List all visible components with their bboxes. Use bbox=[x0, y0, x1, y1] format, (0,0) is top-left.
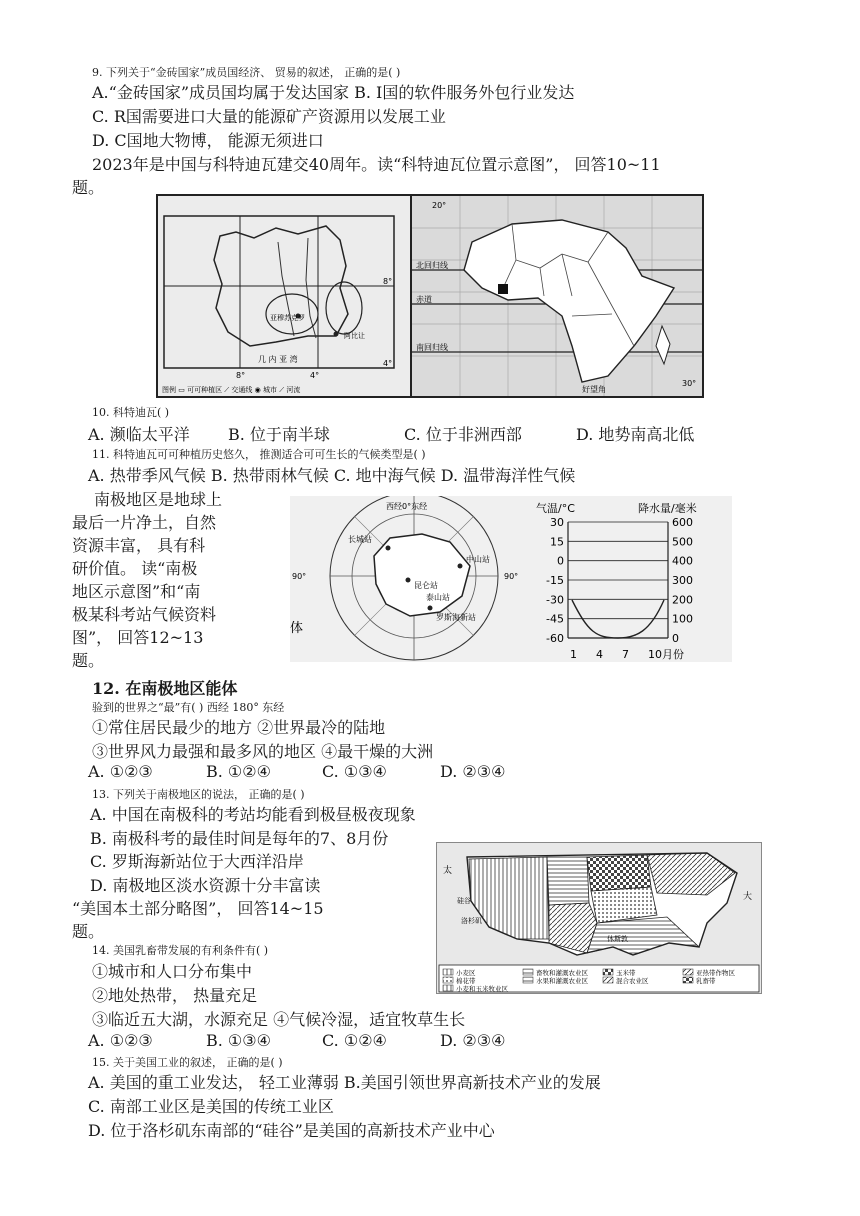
q10-stem: 10. 科特迪瓦( ) bbox=[92, 406, 170, 419]
q12-stem-cont: 验到的世界之“最”有( ) 西经 180° 东经 bbox=[92, 701, 285, 714]
q12-option-a: A. ①②③ bbox=[88, 762, 153, 781]
intro-12-13-line5: 地区示意图”和“南 bbox=[72, 582, 201, 601]
q12-option-d: D. ②③④ bbox=[440, 762, 506, 781]
precip-tick-label: 0 bbox=[672, 632, 679, 645]
temp-tick-label: -60 bbox=[546, 632, 564, 645]
usa-legend-label: 混合农业区 bbox=[616, 977, 649, 985]
q15-option-c: C. 南部工业区是美国的传统工业区 bbox=[88, 1097, 334, 1116]
africa-deg30-label: 30° bbox=[682, 379, 697, 388]
q9-option-c: C. R国需要进口大量的能源矿产资源用以发展工业 bbox=[92, 107, 446, 126]
temp-axis-label: 气温/°C bbox=[536, 502, 575, 515]
q13-option-d: D. 南极地区淡水资源十分丰富读 bbox=[90, 876, 321, 895]
los-angeles-label: 洛杉矶 bbox=[461, 917, 482, 925]
usa-legend-label: 畜牧和灌溉农业区 bbox=[536, 969, 588, 977]
lat-4-label: 4° bbox=[383, 359, 393, 368]
q10-option-c: C. 位于非洲西部 bbox=[404, 425, 522, 444]
q13-option-b: B. 南极科考的最佳时间是每年的7、8月份 bbox=[90, 829, 389, 848]
usa-legend-label: 水果和灌溉农业区 bbox=[536, 977, 588, 985]
q12-option-c: C. ①③④ bbox=[322, 762, 387, 781]
intro-10-11-line2: 题。 bbox=[72, 178, 105, 197]
cote-divoire-map bbox=[156, 194, 412, 398]
q13-option-c: C. 罗斯海新站位于大西洋沿岸 bbox=[90, 852, 304, 871]
houston-label: 休斯敦 bbox=[607, 935, 628, 943]
lon-8-label: 8° bbox=[236, 371, 246, 380]
usa-legend-swatch bbox=[443, 969, 453, 975]
pacific-char: 太 bbox=[443, 866, 453, 876]
antarctic-body-fragment: 体 bbox=[290, 621, 304, 636]
q14-choices-3-4: ③临近五大湖，水源充足 ④气候冷湿，适宜牧草生长 bbox=[92, 1010, 466, 1029]
intro-14-15-line1: “美国本土部分略图”， 回答14~15 bbox=[72, 899, 324, 918]
month-tick-4: 4 bbox=[596, 648, 603, 661]
usa-legend-label: 小麦区 bbox=[456, 969, 476, 977]
tropic-north-label: 北回归线 bbox=[416, 261, 448, 270]
atlantic-char: 大 bbox=[743, 892, 753, 902]
usa-legend-swatch bbox=[443, 985, 453, 991]
q10-option-b: B. 位于南半球 bbox=[228, 425, 330, 444]
silicon-valley-label: 硅谷 bbox=[457, 897, 471, 905]
q15-option-d: D. 位于洛杉矶东南部的“硅谷”是美国的高新技术产业中心 bbox=[88, 1121, 495, 1140]
usa-legend-swatch bbox=[603, 977, 613, 983]
precip-tick-label: 400 bbox=[672, 554, 693, 568]
usa-legend-swatch bbox=[443, 977, 453, 983]
africa-map bbox=[410, 194, 704, 398]
usa-legend-label: 亚热带作物区 bbox=[696, 969, 735, 977]
luosi-label: 罗斯海新站 bbox=[436, 613, 476, 622]
cape-label: 好望角 bbox=[582, 385, 606, 394]
usa-map bbox=[436, 842, 762, 994]
precip-tick-label: 500 bbox=[672, 535, 693, 549]
q14-choice-1: ①城市和人口分布集中 bbox=[92, 962, 253, 981]
q9-option-d: D. C国地大物博， 能源无须进口 bbox=[92, 131, 324, 150]
usa-legend-label: 玉米带 bbox=[616, 969, 636, 977]
temp-tick-label: 0 bbox=[557, 554, 564, 568]
usa-legend-label: 棉花带 bbox=[456, 977, 476, 985]
antarctic-right-label: 90° bbox=[504, 572, 519, 581]
q12-choices-3-4: ③世界风力最强和最多风的地区 ④最干燥的大洲 bbox=[92, 742, 434, 761]
q13-stem: 13. 下列关于南极地区的说法， 正确的是( ) bbox=[92, 788, 305, 801]
intro-14-15-line2: 题。 bbox=[72, 922, 105, 941]
usa-legend-swatch bbox=[603, 969, 613, 975]
q9-option-a-b: A.“金砖国家”成员国均属于发达国家 B. Ⅰ国的软件服务外包行业发达 bbox=[92, 83, 575, 102]
q12-option-b: B. ①②④ bbox=[206, 762, 271, 781]
q14-choice-2: ②地处热带， 热量充足 bbox=[92, 986, 258, 1005]
city-label: 亚穆苏克罗 bbox=[270, 314, 305, 322]
climate-chart bbox=[530, 496, 732, 662]
antarctic-top-label: 西经0°东经 bbox=[386, 502, 428, 511]
q14-option-b: B. ①③④ bbox=[206, 1031, 271, 1050]
taishan-label: 泰山站 bbox=[426, 593, 450, 602]
precip-tick-label: 100 bbox=[672, 612, 693, 626]
q14-stem: 14. 美国乳畜带发展的有利条件有( ) bbox=[92, 944, 269, 957]
month-tick-7: 7 bbox=[622, 648, 629, 661]
intro-12-13-line2: 最后一片净土，自然 bbox=[72, 513, 217, 532]
q14-option-d: D. ②③④ bbox=[440, 1031, 506, 1050]
month-axis-label: 10月份 bbox=[648, 648, 684, 661]
temp-tick-label: -30 bbox=[546, 593, 564, 607]
usa-legend-label: 小麦和玉米牧业区 bbox=[456, 985, 508, 993]
q11-options: A. 热带季风气候 B. 热带雨林气候 C. 地中海气候 D. 温带海洋性气候 bbox=[88, 466, 576, 485]
usa-legend-label: 乳畜带 bbox=[696, 977, 716, 985]
intro-12-13-line1: 南极地区是地球上 bbox=[94, 490, 223, 509]
kunlun-label: 昆仑站 bbox=[414, 581, 438, 590]
antarctic-map bbox=[290, 496, 530, 662]
temp-tick-label: 15 bbox=[550, 535, 564, 549]
q14-option-a: A. ①②③ bbox=[88, 1031, 153, 1050]
precip-tick-label: 600 bbox=[672, 516, 693, 529]
q9-stem: 9. 下列关于“金砖国家”成员国经济、 贸易的叙述， 正确的是( ) bbox=[92, 66, 401, 79]
tropic-south-label: 南回归线 bbox=[416, 343, 448, 352]
month-tick-1: 1 bbox=[570, 648, 577, 661]
q15-option-a-b: A. 美国的重工业发达， 轻工业薄弱 B.美国引领世界高新技术产业的发展 bbox=[88, 1073, 601, 1092]
equator-label: 赤道 bbox=[416, 295, 432, 304]
usa-legend-swatch bbox=[683, 969, 693, 975]
changcheng-label: 长城站 bbox=[348, 535, 372, 544]
q15-stem: 15. 关于美国工业的叙述， 正确的是( ) bbox=[92, 1056, 283, 1069]
q13-option-a: A. 中国在南极科的考站均能看到极昼极夜现象 bbox=[90, 805, 416, 824]
q10-option-d: D. 地势南高北低 bbox=[576, 425, 695, 444]
q12-choices-1-2: ①常住居民最少的地方 ②世界最冷的陆地 bbox=[92, 718, 386, 737]
q12-stem: 12. 在南极地区能体 bbox=[92, 679, 238, 698]
intro-12-13-line7: 图”， 回答12~13 bbox=[72, 628, 204, 647]
lat-8-label: 8° bbox=[383, 277, 393, 286]
intro-12-13-line6: 极某科考站气候资料 bbox=[72, 605, 217, 624]
intro-12-13-line3: 资源丰富， 具有科 bbox=[72, 536, 206, 555]
abidjan-label: 阿比让 bbox=[344, 332, 365, 340]
temp-tick-label: 30 bbox=[550, 516, 564, 529]
q14-option-c: C. ①②④ bbox=[322, 1031, 387, 1050]
zhongshan-label: 中山站 bbox=[466, 555, 490, 564]
temp-tick-label: -45 bbox=[546, 612, 564, 626]
usa-legend-swatch bbox=[683, 977, 693, 983]
precip-tick-label: 200 bbox=[672, 593, 693, 607]
q11-stem: 11. 科特迪瓦可可种植历史悠久， 推测适合可可生长的气候类型是( ) bbox=[92, 448, 426, 461]
usa-legend-swatch bbox=[523, 969, 533, 975]
antarctic-left-label: 90° bbox=[292, 572, 307, 581]
precip-tick-label: 300 bbox=[672, 574, 693, 587]
usa-legend-swatch bbox=[523, 977, 533, 983]
intro-12-13-line4: 研价值。 读“南极 bbox=[72, 559, 198, 578]
lon-4-label: 4° bbox=[310, 371, 320, 380]
q10-option-a: A. 濒临太平洋 bbox=[88, 425, 190, 444]
africa-deg20-label: 20° bbox=[432, 201, 447, 210]
temp-tick-label: -15 bbox=[546, 574, 564, 587]
intro-12-13-line8: 题。 bbox=[72, 651, 105, 670]
gulf-label: 几 内 亚 湾 bbox=[258, 355, 298, 364]
cote-map-legend: 图例 ▭ 可可种植区 ⟋ 交通线 ◉ 城市 ⟋ 河流 bbox=[162, 386, 301, 394]
precip-axis-label: 降水量/毫米 bbox=[638, 502, 697, 515]
intro-10-11-line1: 2023年是中国与科特迪瓦建交40周年。读“科特迪瓦位置示意图”， 回答10~11 bbox=[92, 155, 661, 174]
